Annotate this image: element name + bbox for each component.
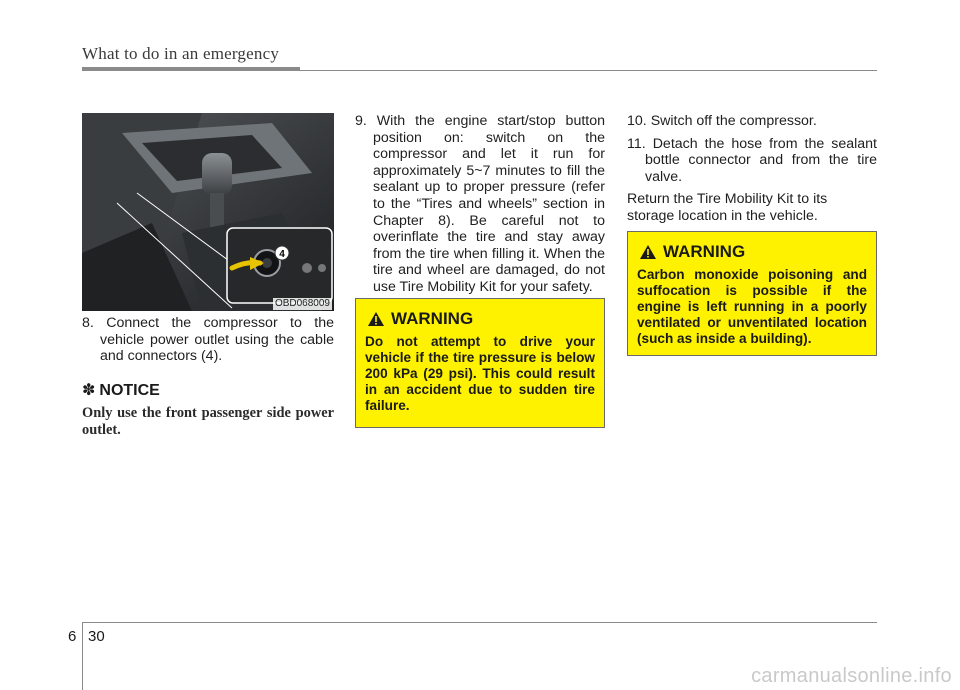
watermark: carmanualsonline.info bbox=[751, 665, 952, 687]
column-2 bbox=[355, 113, 605, 302]
photo-callout: 4 bbox=[279, 249, 285, 260]
step-number: 10. bbox=[627, 113, 647, 129]
warning-title: WARNING bbox=[663, 242, 746, 261]
step-8 bbox=[82, 315, 334, 365]
warning-title: WARNING bbox=[391, 309, 474, 328]
column-1 bbox=[82, 315, 334, 438]
photo-caption: OBD068009 bbox=[274, 298, 330, 309]
step-text: Detach the hose from the sealant bottle connector and from the tire valve. bbox=[645, 135, 877, 185]
footer-rule bbox=[82, 622, 877, 623]
step-9 bbox=[355, 113, 605, 296]
notice-title: NOTICE bbox=[99, 381, 160, 399]
warning-text: Do not attempt to drive your vehicle if the tire pressure is below 200 kPa (29 psi). This could result in an accident due to sudden tire failure. bbox=[365, 334, 595, 413]
footer-divider bbox=[82, 622, 83, 690]
warning-triangle-icon bbox=[639, 244, 657, 260]
console-photo bbox=[82, 113, 334, 311]
notice-text: Only use the front passenger side power outlet. bbox=[82, 405, 334, 438]
step-11 bbox=[627, 136, 877, 186]
step-text: Connect the compressor to the vehicle power outlet using the cable and connectors (4). bbox=[100, 315, 334, 365]
warning-heading bbox=[639, 242, 867, 262]
step-number: 8. bbox=[82, 315, 94, 331]
return-paragraph: Return the Tire Mobility Kit to its storage location in the vehicle. bbox=[627, 191, 828, 224]
step-number: 11. bbox=[627, 135, 646, 152]
notice-heading bbox=[82, 383, 334, 400]
warning-box-tire-pressure bbox=[355, 298, 605, 428]
header-rule bbox=[82, 70, 877, 71]
step-number: 9. bbox=[355, 113, 367, 129]
chapter-number: 6 bbox=[68, 628, 77, 645]
column-3 bbox=[627, 113, 877, 225]
console-illustration bbox=[82, 113, 334, 311]
step-text: With the engine start/stop button position on: switch on the compressor and let it run for approximately 5~7 minutes to fill the sealant up to proper pressure (refer to the “Tires and wheels” section in Chapter 8). Be careful not to overinflate the tire and stay away from the tire when filling it. When the tire and wheel are damaged, do not use Tire Mobility Kit for your safety. bbox=[373, 113, 605, 295]
warning-triangle-icon bbox=[367, 311, 385, 327]
page-number: 30 bbox=[88, 628, 105, 645]
page-header-title: What to do in an emergency bbox=[82, 44, 280, 63]
step-text: Switch off the compressor. bbox=[650, 113, 817, 129]
step-10 bbox=[627, 113, 877, 130]
warning-heading bbox=[367, 309, 595, 329]
warning-text: Carbon monoxide poisoning and suffocation is possible if the engine is left running in a poorly ventilated or unventilated location (such as inside a building). bbox=[637, 267, 867, 346]
notice-asterisk-icon: ✽ bbox=[82, 381, 96, 399]
warning-box-carbon-monoxide bbox=[627, 231, 877, 356]
